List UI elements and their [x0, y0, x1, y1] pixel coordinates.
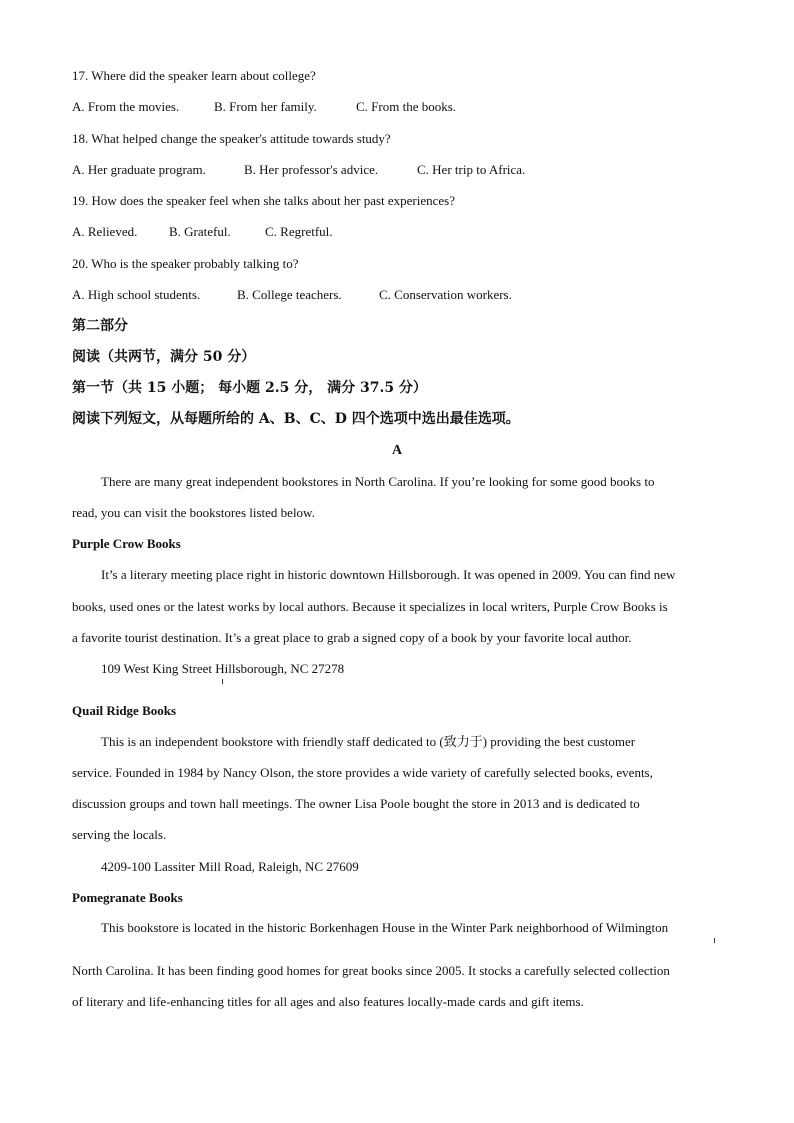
store-text-line: This is an independent bookstore with friendly staff dedicated to (致力于) providing the best customer — [101, 734, 636, 749]
option-b: B. College teachers. — [237, 287, 342, 302]
passage-label: A — [391, 443, 403, 458]
store-address: 4209-100 Lassiter Mill Road, Raleigh, NC 27609 — [101, 859, 359, 874]
store-text-line: It’s a literary meeting place right in historic downtown Hillsborough. It was opened in 2009. You can find new — [101, 567, 676, 582]
option-a: A. Relieved. — [72, 224, 138, 239]
subsection-title: 第一节（共 15 小题； 每小题 2.5 分， 满分 37.5 分） — [72, 380, 427, 396]
option-a: A. Her graduate program. — [72, 162, 206, 177]
option-b: B. From her family. — [214, 99, 317, 114]
store-text-line: serving the locals. — [72, 827, 167, 842]
option-a: A. From the movies. — [72, 99, 180, 114]
option-c: C. Her trip to Africa. — [417, 162, 526, 177]
store-text-line: service. Founded in 1984 by Nancy Olson, the store provides a wide variety of carefully selected books, events, — [72, 765, 653, 780]
stray-mark — [222, 679, 223, 684]
option-a: A. High school students. — [72, 287, 201, 302]
option-c: C. From the books. — [356, 99, 457, 114]
store-text-line: North Carolina. It has been finding good homes for great books since 2005. It stocks a carefully selected collection — [72, 963, 670, 978]
intro-line-1: There are many great independent bookstores in North Carolina. If you’re looking for some good books to — [101, 474, 655, 489]
question-19: 19. How does the speaker feel when she talks about her past experiences? — [72, 193, 455, 208]
options-19 — [72, 224, 333, 240]
store-text-line: a favorite tourist destination. It’s a great place to grab a signed copy of a book by your favorite local author. — [72, 630, 632, 645]
option-c: C. Regretful. — [265, 224, 333, 239]
options-18 — [72, 162, 525, 178]
stray-mark — [714, 938, 715, 943]
part-title: 第二部分 — [72, 318, 128, 334]
option-b: B. Grateful. — [169, 224, 231, 239]
section-title: 阅读（共两节，满分 50 分） — [72, 349, 256, 365]
store-text-line: of literary and life-enhancing titles for all ages and also features locally-made cards and gift items. — [72, 994, 584, 1009]
option-b: B. Her professor's advice. — [244, 162, 379, 177]
instruction: 阅读下列短文，从每题所给的 A、B、C、D 四个选项中选出最佳选项。 — [72, 411, 520, 427]
question-18: 18. What helped change the speaker's attitude towards study? — [72, 131, 391, 146]
store-text-line: This bookstore is located in the historic Borkenhagen House in the Winter Park neighborhood of Wilmington — [101, 920, 669, 935]
store-name: Purple Crow Books — [72, 536, 181, 551]
question-20: 20. Who is the speaker probably talking to? — [72, 256, 299, 271]
option-c: C. Conservation workers. — [379, 287, 512, 302]
store-name: Pomegranate Books — [72, 890, 183, 905]
store-text-line: discussion groups and town hall meetings. The owner Lisa Poole bought the store in 2013 and is dedicated to — [72, 796, 640, 811]
options-20 — [72, 287, 512, 303]
question-17: 17. Where did the speaker learn about college? — [72, 68, 316, 83]
intro-line-2: read, you can visit the bookstores listed below. — [72, 505, 315, 520]
store-name: Quail Ridge Books — [72, 703, 177, 718]
store-text-line: books, used ones or the latest works by local authors. Because it specializes in local writers, Purple Crow Books is — [72, 599, 668, 614]
options-17 — [72, 99, 456, 115]
store-address: 109 West King Street Hillsborough, NC 27278 — [101, 661, 345, 676]
